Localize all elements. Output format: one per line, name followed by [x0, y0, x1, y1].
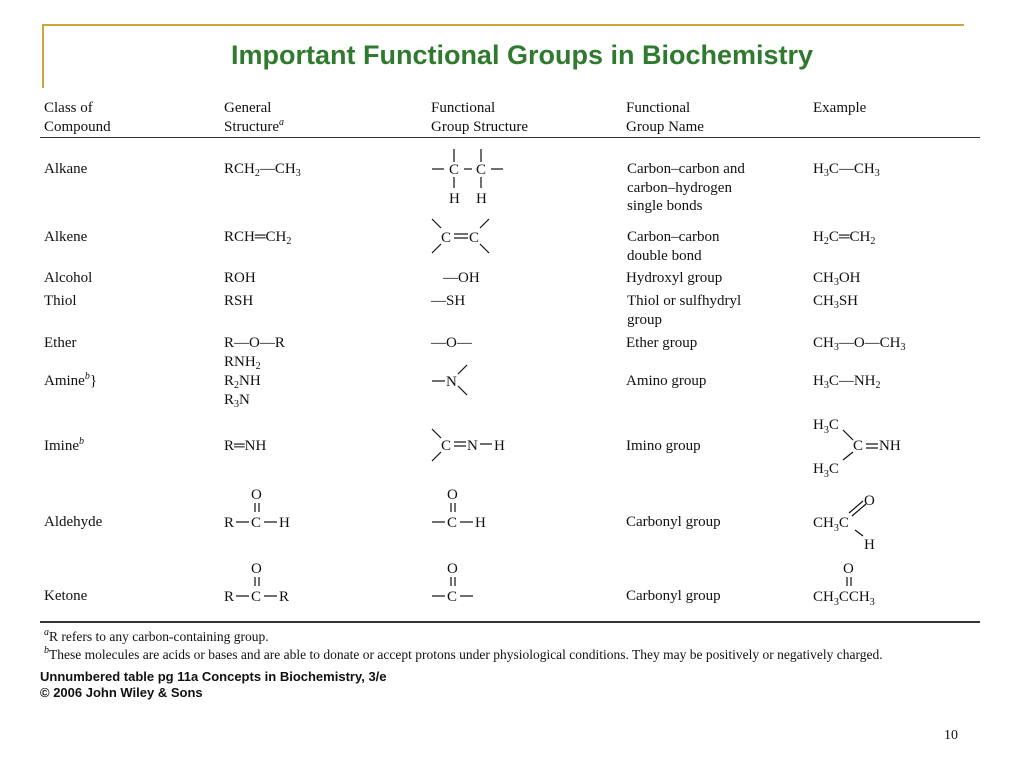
- credit-copyright: © 2006 John Wiley & Sons: [40, 685, 203, 700]
- page-number: 10: [944, 728, 958, 743]
- row-aldehyde-group-name: Carbonyl group: [626, 514, 721, 530]
- svg-text:H3C: $H_3C$: [813, 461, 839, 480]
- header-group-structure: Functional Group Structure: [431, 100, 529, 135]
- row-alkene-class: Alkene: [44, 229, 88, 245]
- footnote-a: $^a$R refers to any carbon-containing group.: [44, 627, 269, 644]
- row-ketone-structure: [430, 558, 490, 604]
- row-ketone-group-name: Carbonyl group: [626, 588, 721, 604]
- row-imine-structure: [430, 426, 520, 466]
- svg-text:R: R: [279, 589, 290, 605]
- row-ketone-class: Ketone: [44, 588, 88, 604]
- svg-text:O: O: [864, 493, 875, 509]
- svg-text:C: C: [476, 162, 487, 178]
- footnote-b: $^b$These molecules are acids or bases and are able to donate or accept protons under physiological conditions. They may be positively or negatively charged.: [44, 645, 883, 662]
- footer-rule: [40, 621, 980, 623]
- row-alkane-example: $H_3C—CH_3$: [813, 161, 880, 179]
- svg-text:CH3CCH3: $CH_3CCH_3$: [813, 589, 875, 608]
- svg-text:C: C: [251, 589, 262, 605]
- svg-text:CH3C: $CH_3C$: [813, 515, 849, 534]
- svg-text:N: N: [446, 374, 457, 390]
- row-alkene-general: $RCH═CH_2$: [224, 229, 292, 247]
- svg-text:H: H: [494, 438, 505, 454]
- row-alcohol-example: $CH_3OH$: [813, 270, 861, 288]
- row-aldehyde-general: [222, 484, 302, 530]
- row-imine-example: [812, 414, 912, 478]
- svg-text:C: C: [853, 438, 864, 454]
- row-thiol-structure: —SH: [431, 293, 466, 309]
- svg-text:NH: NH: [879, 438, 901, 454]
- row-ether-group-name: Ether group: [626, 335, 698, 351]
- svg-text:N: N: [467, 438, 478, 454]
- row-amine-class: Amine$^b$}: [44, 371, 98, 389]
- svg-text:H: H: [475, 515, 486, 531]
- svg-text:O: O: [447, 487, 458, 503]
- svg-text:H: H: [449, 191, 460, 207]
- row-amine-example: $H_3C—NH_2$: [813, 373, 881, 391]
- row-thiol-general: RSH: [224, 293, 254, 309]
- page-title: Important Functional Groups in Biochemistry: [230, 40, 814, 70]
- row-ether-structure: —O—: [431, 335, 472, 351]
- row-alcohol-class: Alcohol: [44, 270, 93, 286]
- row-ether-class: Ether: [44, 335, 77, 351]
- row-thiol-example: $CH_3SH$: [813, 293, 859, 311]
- svg-text:O: O: [447, 561, 458, 577]
- row-aldehyde-class: Aldehyde: [44, 514, 103, 530]
- row-alcohol-group-name: Hydroxyl group: [626, 270, 723, 286]
- row-amine-general: $RNH_2$ $R_2NH$ $R_3N$: [224, 354, 261, 410]
- row-ketone-example: [812, 558, 912, 608]
- svg-text:H3C: $H_3C$: [813, 417, 839, 436]
- row-alkane-group-name: Carbon–carbon and carbon–hydrogen single bonds: [627, 161, 745, 214]
- credit-source: Unnumbered table pg 11a Concepts in Biochemistry, 3/e: [40, 669, 387, 684]
- row-thiol-group-name: Thiol or sulfhydryl group: [627, 293, 742, 328]
- svg-text:R: R: [224, 515, 235, 531]
- row-amine-structure: [430, 362, 480, 402]
- header-example: Example: [813, 100, 867, 116]
- svg-text:C: C: [447, 589, 458, 605]
- svg-text:H: H: [476, 191, 487, 207]
- row-alkane-class: Alkane: [44, 161, 88, 177]
- row-ketone-general: [222, 558, 302, 604]
- svg-text:H: H: [279, 515, 290, 531]
- header-group-name: Functional Group Name: [626, 100, 704, 135]
- row-alcohol-general: ROH: [224, 270, 256, 286]
- row-alkene-structure: [430, 216, 500, 260]
- row-imine-general: R═NH: [224, 438, 267, 454]
- header-general-structure: General Structure$^a$: [224, 100, 284, 135]
- row-alkene-example: $H_2C═CH_2$: [813, 229, 876, 247]
- svg-text:C: C: [469, 230, 480, 246]
- row-imine-group-name: Imino group: [626, 438, 701, 454]
- row-aldehyde-structure: [430, 484, 500, 530]
- row-alkene-group-name: Carbon–carbon double bond: [627, 229, 720, 264]
- svg-text:C: C: [449, 162, 460, 178]
- row-imine-class: Imine$^b$: [44, 436, 84, 454]
- svg-text:H: H: [864, 537, 875, 553]
- row-alcohol-structure: —OH: [443, 270, 480, 286]
- row-amine-group-name: Amino group: [626, 373, 707, 389]
- header-rule: [40, 137, 980, 138]
- svg-text:C: C: [441, 438, 452, 454]
- svg-text:R: R: [224, 589, 235, 605]
- svg-text:C: C: [447, 515, 458, 531]
- header-class: Class of Compound: [44, 100, 111, 135]
- row-aldehyde-example: [812, 490, 892, 554]
- row-ether-example: $CH_3—O—CH_3$: [813, 335, 906, 353]
- row-thiol-class: Thiol: [44, 293, 77, 309]
- svg-text:O: O: [251, 561, 262, 577]
- svg-text:O: O: [251, 487, 262, 503]
- svg-text:O: O: [843, 561, 854, 577]
- svg-text:C: C: [441, 230, 452, 246]
- row-alkane-structure: [430, 146, 510, 206]
- svg-text:C: C: [251, 515, 262, 531]
- frame-top-line: [42, 24, 964, 26]
- row-ether-general: R—O—R: [224, 335, 285, 351]
- row-alkane-general: $RCH_2—CH_3$: [224, 161, 301, 179]
